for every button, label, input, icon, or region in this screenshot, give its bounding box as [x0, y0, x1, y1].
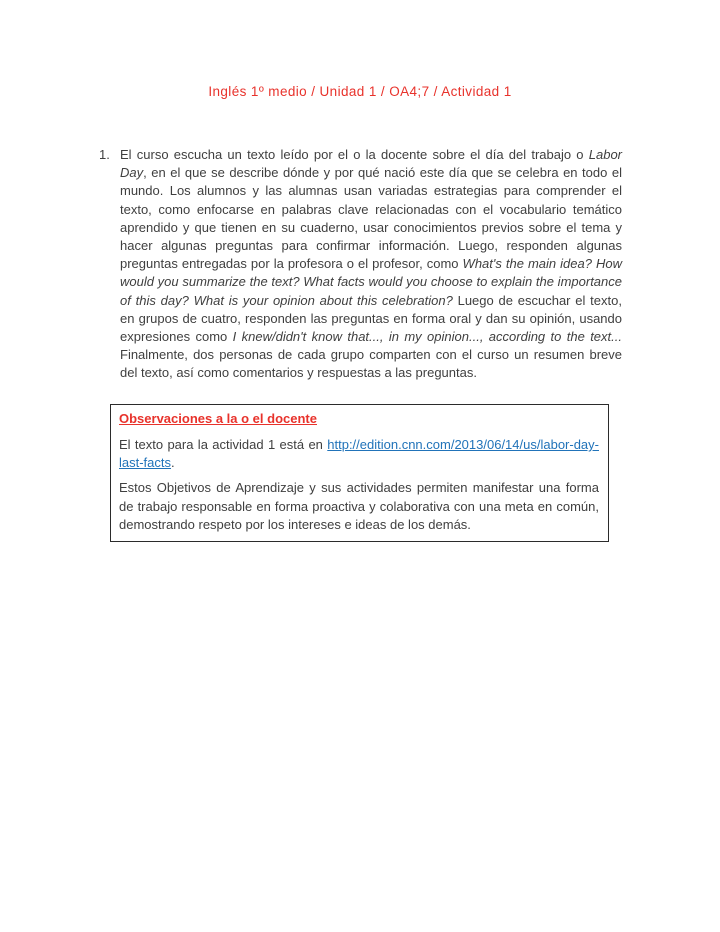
activity-text-segment: Finalmente, dos personas de cada grupo comparten con el curso un resumen breve del texto, así como comentarios y respuestas a las preguntas.: [120, 347, 622, 381]
activity-text-segment: What's the main idea? How would you summarize the text? What facts would you choose to explain the importance of this day? What is your opinion about this celebration?: [120, 256, 622, 308]
activity-text-segment: , en el que se describe dónde y por qué nació este día que se celebra en todo el mundo. Los alumnos y las alumnas usan variadas estrategias para comprender el texto, como enfocarse en palabras clave relacionadas con el vocabulario temático aprendido y que tienen en su cuaderno, usar conocimientos previos sobre el tema y hacer algunas preguntas para confirmar información. Luego, responden algunas preguntas entregadas por la profesora o el profesor, como: [120, 165, 622, 272]
note-resource-text-before-link: El texto para la actividad 1 está en: [119, 437, 328, 452]
note-box-resource-line: [119, 436, 599, 472]
page-title: Inglés 1º medio / Unidad 1 / OA4;7 / Actividad 1: [208, 84, 512, 99]
note-resource-text-after-link: .: [171, 455, 175, 471]
activity-text-segment: Labor Day: [120, 147, 622, 181]
activity-item: [99, 146, 622, 383]
activity-text-segment: El curso escucha un texto leído por el o la docente sobre el día del trabajo o: [120, 147, 589, 162]
activity-text: [120, 146, 622, 383]
activity-text-segment: I knew/didn't know that..., in my opinion..., according to the text...: [232, 329, 622, 345]
note-box-title: Observaciones a la o el docente: [119, 411, 317, 426]
activity-number: 1.: [99, 147, 110, 162]
resource-link[interactable]: http://edition.cnn.com/2013/06/14/us/labor-day-last-facts: [119, 437, 599, 471]
activity-text-segment: Luego de escuchar el texto, en grupos de cuatro, responden las preguntas en forma oral y dan su opinión, usando expresiones como: [120, 292, 622, 345]
teacher-note-box: [110, 404, 609, 542]
note-box-objectives-text: Estos Objetivos de Aprendizaje y sus actividades permiten manifestar una forma de trabajo responsable en forma proactiva y colaborativa con una meta en común, demostrando respeto por los intereses e ideas de los demás.: [119, 480, 599, 532]
